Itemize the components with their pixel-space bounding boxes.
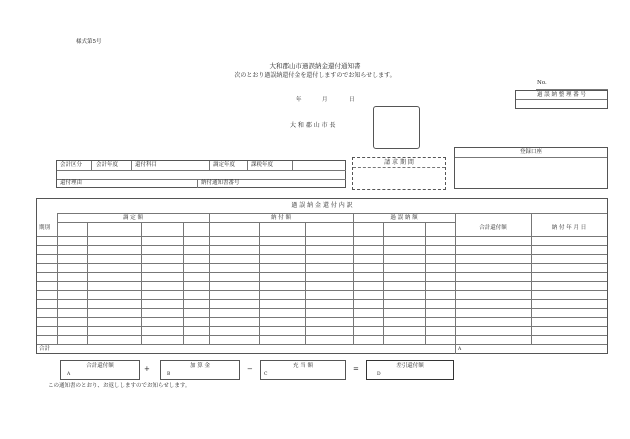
document-title: 大和郡山市過誤納金還付通知書 bbox=[269, 62, 361, 70]
equals-sign: = bbox=[353, 365, 359, 373]
tax-year-label: 課税年度 bbox=[251, 162, 274, 168]
col-total-refund: 合計還付額 bbox=[479, 225, 507, 231]
summary-mark-d: D bbox=[377, 372, 381, 377]
summary-applied-box bbox=[260, 360, 346, 380]
bank-account-box bbox=[454, 147, 608, 189]
total-row-label: 合計 bbox=[39, 346, 51, 352]
summary-net-refund-label: 差引還付額 bbox=[396, 363, 424, 369]
col-paid-amount: 納 付 額 bbox=[271, 215, 291, 221]
date-year-label: 年 bbox=[296, 97, 302, 103]
bank-account-label: 登録口座 bbox=[519, 149, 542, 155]
footer-note: この通知書のとおり、お返ししますのでお知らせします。 bbox=[48, 383, 191, 389]
summary-mark-b: B bbox=[167, 372, 171, 377]
summary-surcharge-box bbox=[160, 360, 240, 380]
official-seal-box bbox=[373, 106, 420, 149]
plus-sign: + bbox=[144, 365, 150, 373]
detail-table-title: 過 誤 納 金 還 付 内 訳 bbox=[291, 202, 353, 209]
minus-sign: − bbox=[247, 365, 253, 373]
col-assessed-amount: 調 定 額 bbox=[123, 215, 143, 221]
refund-detail-table bbox=[36, 198, 608, 354]
col-payment-date: 納 付 年 月 日 bbox=[551, 225, 587, 231]
document-subtitle: 次のとおり過誤納還付金を還付しますのでお知らせします。 bbox=[234, 72, 396, 79]
refund-account-label: 還付科目 bbox=[135, 162, 158, 168]
request-period-box bbox=[352, 157, 446, 190]
summary-total-refund-box bbox=[60, 360, 140, 380]
fiscal-year-label: 会計年度 bbox=[96, 162, 119, 168]
summary-mark-a: A bbox=[67, 372, 71, 377]
refund-reason-label: 還付理由 bbox=[60, 180, 83, 186]
refund-number-box bbox=[515, 90, 608, 109]
col-period: 期別 bbox=[39, 225, 51, 231]
category-label: 会計区分 bbox=[60, 162, 83, 168]
notice-number-label: 納付通知書番号 bbox=[201, 180, 240, 186]
col-overpaid-amount: 過 誤 納 額 bbox=[390, 215, 418, 221]
refund-number-label: 過 誤 納 整 理 番 号 bbox=[537, 92, 586, 98]
date-month-label: 月 bbox=[322, 97, 328, 103]
refund-number-divider bbox=[516, 99, 607, 100]
summary-surcharge-label: 加 算 金 bbox=[190, 363, 210, 369]
summary-total-refund-label: 合計還付額 bbox=[86, 363, 114, 369]
form-number: 様式第5号 bbox=[76, 39, 102, 45]
mayor-title: 大 和 郡 山 市 長 bbox=[290, 122, 336, 129]
info-table bbox=[56, 160, 346, 188]
summary-applied-label: 充 当 額 bbox=[293, 363, 313, 369]
assessment-year-label: 調定年度 bbox=[213, 162, 236, 168]
number-label: No. bbox=[537, 80, 547, 86]
request-period-label: 請 求 期 間 bbox=[384, 159, 414, 166]
summary-net-refund-box bbox=[366, 360, 454, 380]
summary-mark-c: C bbox=[264, 372, 268, 377]
total-marker-a: A bbox=[458, 347, 462, 352]
date-day-label: 日 bbox=[349, 97, 355, 103]
